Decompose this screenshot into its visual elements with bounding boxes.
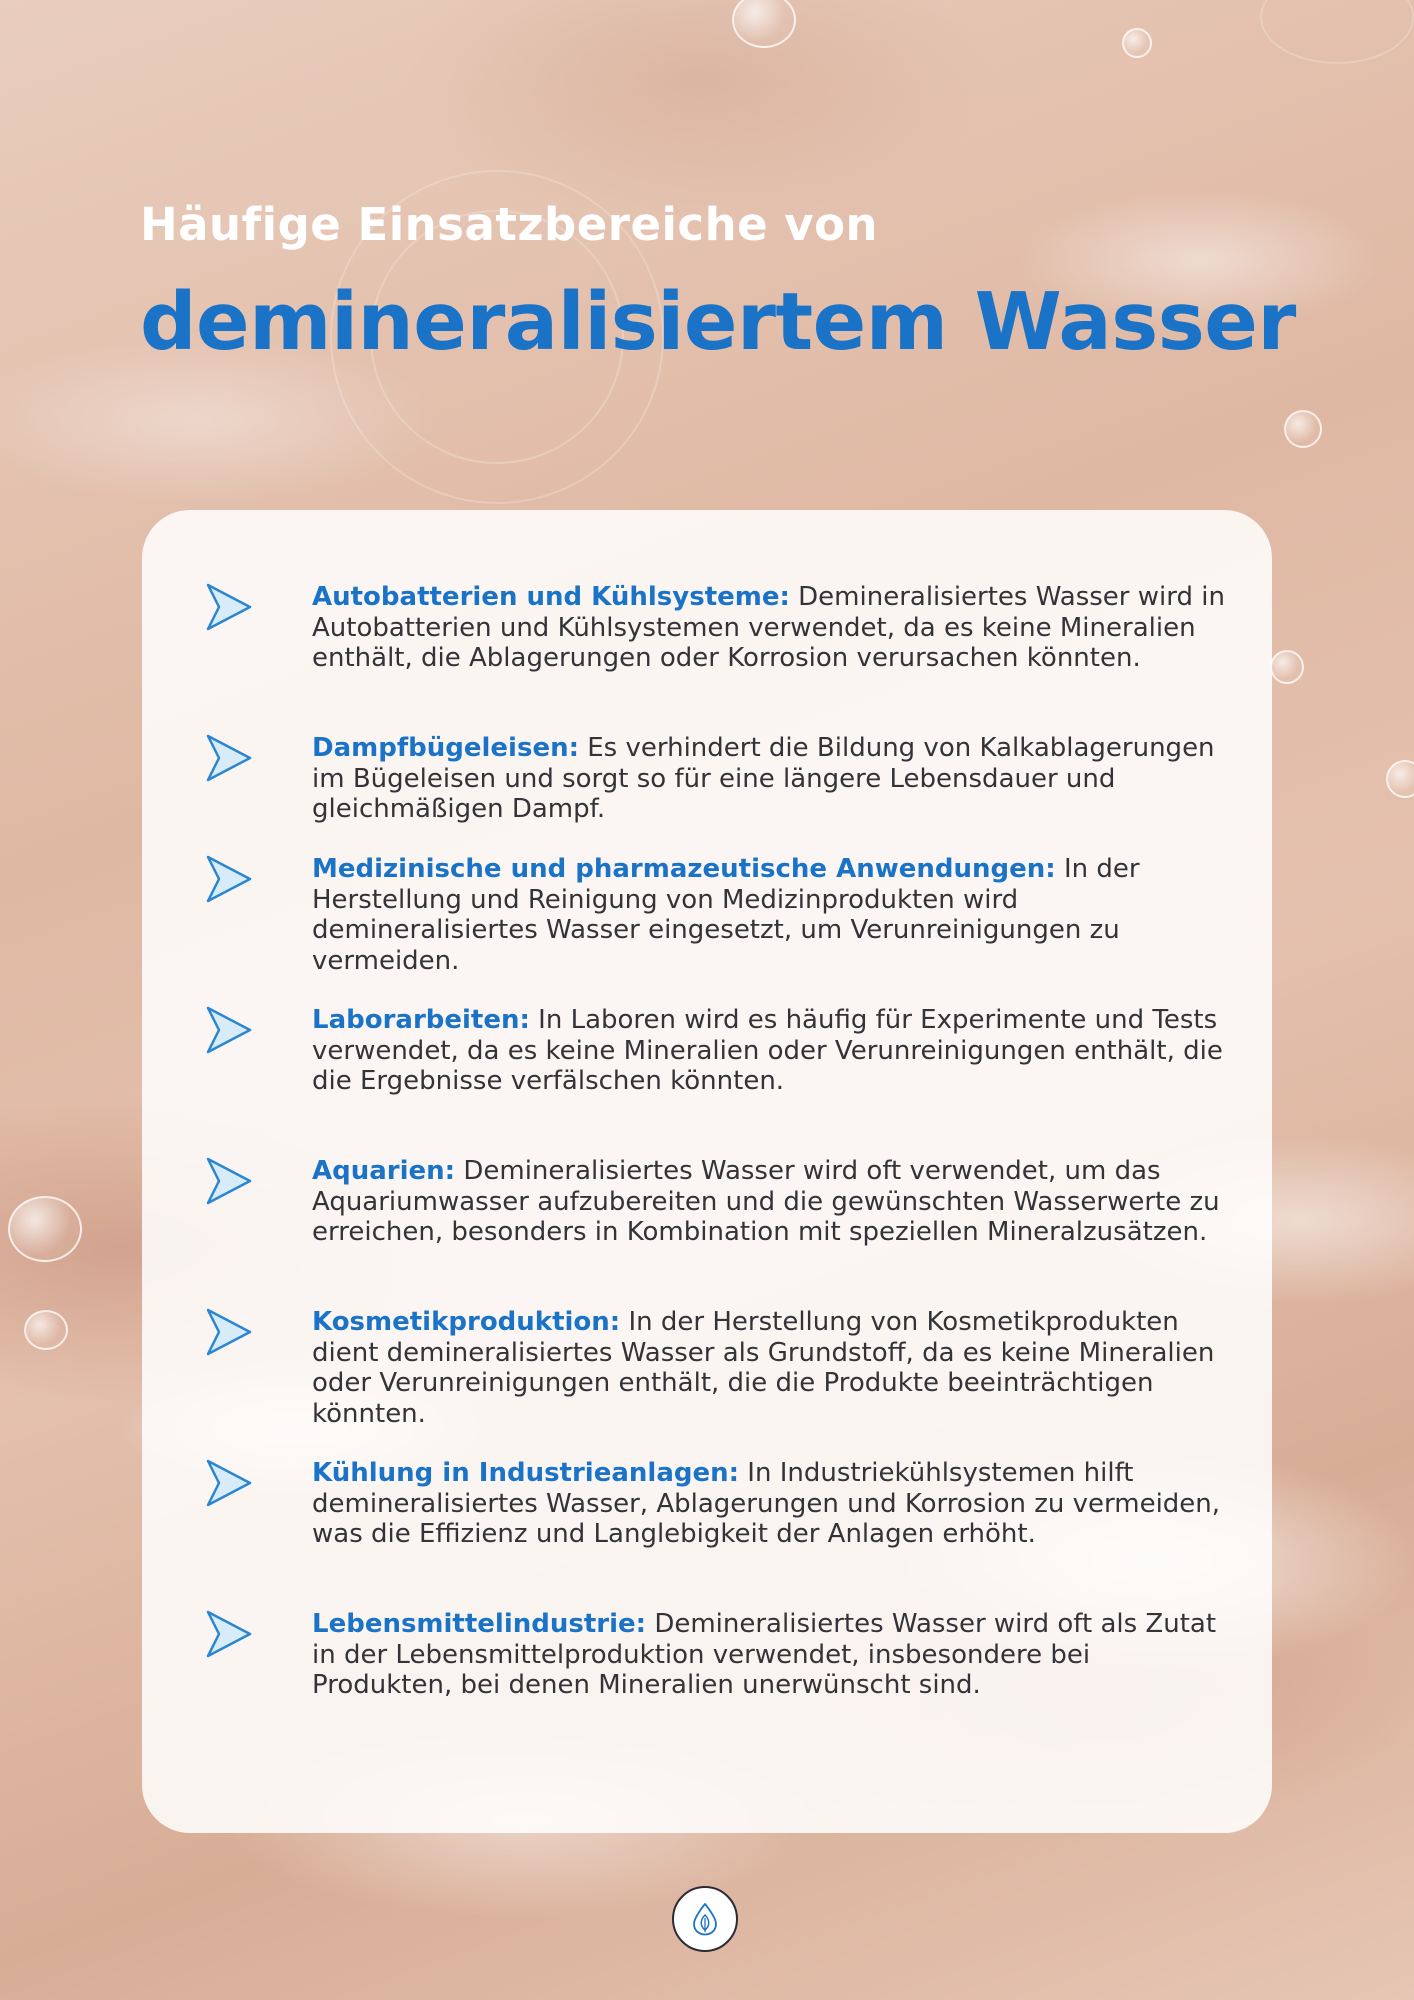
chevron-right-icon — [204, 1609, 254, 1659]
list-item-text — [312, 1005, 1232, 1097]
list-item-description: Demineralisiertes Wasser wird oft als Zutat in der Lebensmittelproduktion verwendet, insbesondere bei Produkten, bei denen Mineralien unerwünscht sind. — [312, 1609, 1217, 1700]
list-item-description: Demineralisiertes Wasser wird in Autobatterien und Kühlsystemen verwendet, da es keine Mineralien enthält, die Ablagerungen oder Korrosion verursachen könnten. — [312, 582, 1225, 673]
water-bubble-decoration — [8, 1196, 82, 1262]
list-item-text — [312, 1458, 1232, 1550]
list-item-label: Kühlung in Industrieanlagen: — [312, 1458, 740, 1488]
list-item-label: Autobatterien und Kühlsysteme: — [312, 582, 790, 612]
water-drop-leaf-icon — [687, 1901, 723, 1937]
list-item-label: Medizinische und pharmazeutische Anwendungen: — [312, 854, 1056, 884]
chevron-right-icon — [204, 1156, 254, 1206]
water-bubble-decoration — [1270, 650, 1304, 684]
list-item-text — [312, 1609, 1232, 1701]
list-item-label: Lebensmittelindustrie: — [312, 1609, 647, 1639]
list-item-label: Kosmetikproduktion: — [312, 1307, 621, 1337]
list-item-text — [312, 1307, 1232, 1429]
list-item-description: In der Herstellung und Reinigung von Medizinprodukten wird demineralisiertes Wasser eingesetzt, um Verunreinigungen zu vermeiden. — [312, 854, 1140, 976]
list-item-description: In Laboren wird es häufig für Experimente und Tests verwendet, da es keine Mineralien oder Verunreinigungen enthält, die die Ergebnisse verfälschen könnten. — [312, 1005, 1223, 1096]
list-item-description: Demineralisiertes Wasser wird oft verwendet, um das Aquariumwasser aufzubereiten und die gewünschten Wasserwerte zu erreichen, besonders in Kombination mit speziellen Mineralzusätzen. — [312, 1156, 1220, 1247]
chevron-right-icon — [204, 1458, 254, 1508]
list-item-label: Dampfbügeleisen: — [312, 733, 579, 763]
chevron-right-icon — [204, 733, 254, 783]
water-ripple-decoration — [1260, 0, 1414, 64]
list-item-description: In Industriekühlsystemen hilft demineralisiertes Wasser, Ablagerungen und Korrosion zu vermeiden, was die Effizienz und Langlebigkeit der Anlagen erhöht. — [312, 1458, 1221, 1549]
list-item-text — [312, 582, 1232, 674]
page-subtitle: Häufige Einsatzbereiche von — [140, 198, 879, 251]
content-card — [142, 510, 1272, 1833]
chevron-right-icon — [204, 1005, 254, 1055]
list-item-text — [312, 1156, 1232, 1248]
page-title: demineralisiertem Wasser — [140, 276, 1296, 368]
chevron-right-icon — [204, 854, 254, 904]
water-bubble-decoration — [1122, 28, 1152, 58]
chevron-right-icon — [204, 1307, 254, 1357]
water-bubble-decoration — [732, 0, 796, 48]
chevron-right-icon — [204, 582, 254, 632]
footer-logo — [672, 1886, 738, 1952]
list-item-label: Laborarbeiten: — [312, 1005, 530, 1035]
water-bubble-decoration — [24, 1310, 68, 1350]
list-item-text — [312, 733, 1232, 825]
list-item-label: Aquarien: — [312, 1156, 456, 1186]
water-bubble-decoration — [1386, 760, 1414, 798]
list-item-description: In der Herstellung von Kosmetikprodukten dient demineralisiertes Wasser als Grundstoff, da es keine Mineralien oder Verunreinigungen enthält, die die Produkte beeinträchtigen könnten. — [312, 1307, 1215, 1429]
water-bubble-decoration — [1284, 410, 1322, 448]
list-item-text — [312, 854, 1232, 976]
list-item-description: Es verhindert die Bildung von Kalkablagerungen im Bügeleisen und sorgt so für eine längere Lebensdauer und gleichmäßigen Dampf. — [312, 733, 1215, 824]
